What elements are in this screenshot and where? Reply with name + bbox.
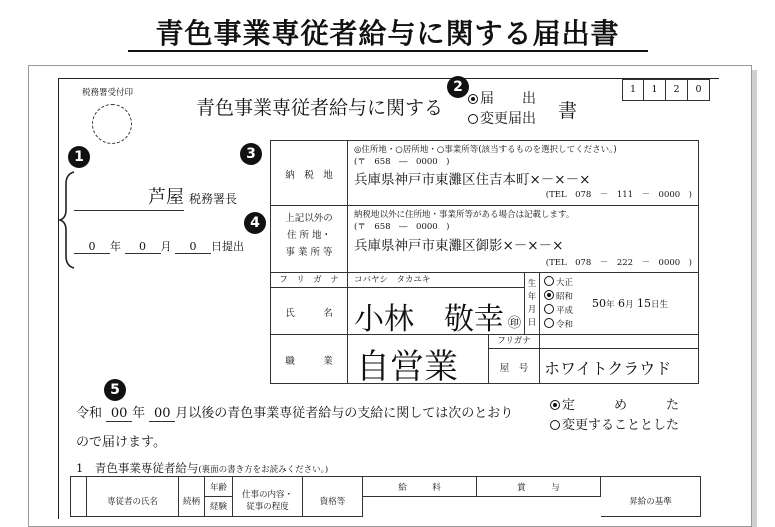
shop-label: 屋 号 <box>499 363 529 374</box>
era-taisho[interactable]: 大正 <box>544 276 573 290</box>
birth-year[interactable]: 50 <box>592 297 606 310</box>
header-qualification: 資格等 <box>303 477 363 517</box>
option-notification-label: 届 出 <box>480 91 536 107</box>
birth-label: 生 年 月 日 <box>524 272 540 335</box>
occupation-cell <box>347 334 489 387</box>
occupation-value[interactable]: 自営業 <box>356 347 458 387</box>
era-options <box>544 276 573 332</box>
header-rowno <box>71 477 87 517</box>
furigana-value[interactable]: コバヤシ タカユキ <box>347 272 525 288</box>
header-relation: 続柄 <box>179 477 205 517</box>
form-title-suffix: 書 <box>558 100 578 122</box>
radio-notification[interactable] <box>468 94 478 104</box>
radio-change[interactable] <box>468 114 478 124</box>
form-code-digit: 2 <box>666 79 688 101</box>
address-options: ◎住所地・○居所地・○事業所等(該当するものを選択してください。) <box>354 145 617 155</box>
decision-option-changed[interactable] <box>550 414 679 433</box>
shop-label-cell <box>488 348 540 384</box>
bullet-4: 4 <box>244 212 266 234</box>
era-prefix: 令和 <box>76 406 103 421</box>
occupation-label-cell <box>270 334 348 384</box>
decision-option-defined[interactable] <box>550 394 679 413</box>
furigana-label: フ リ ガ ナ <box>270 272 348 288</box>
statement-text: 月以後の青色事業専従者給与の支給に関しては次のとおり <box>175 406 514 421</box>
section-1-note: (裏面の書き方をお読みください。) <box>198 465 329 475</box>
other-address-label-cell <box>270 205 348 273</box>
shop-value[interactable]: ホワイトクラウド <box>544 359 672 378</box>
header-raise-basis: 昇給の基準 <box>601 477 701 517</box>
other-address-value[interactable]: 兵庫県神戸市東灘区御影×－×－× <box>354 238 564 254</box>
tax-office-suffix: 税務署長 <box>189 192 238 206</box>
header-age: 年齢 <box>205 477 233 497</box>
form-title: 青色事業専従者給与に関する <box>196 97 444 119</box>
form-code-digit: 0 <box>688 79 710 101</box>
decision-changed-label: 変更することとした <box>562 418 680 433</box>
other-address-label-3: 事 業 所 等 <box>285 247 333 258</box>
decision-defined-label: 定 め た <box>562 398 680 413</box>
header-experience: 経験 <box>205 496 233 517</box>
statement-end: ので届けます。 <box>76 435 166 450</box>
submit-day[interactable]: 0 <box>175 240 211 254</box>
name-label-cell <box>270 287 348 335</box>
section-1-title <box>76 460 328 476</box>
radio-defined[interactable] <box>550 400 560 410</box>
page-heading: 青色事業専従者給与に関する届出書 <box>155 17 620 50</box>
title-option-change[interactable] <box>468 108 536 128</box>
bullet-3: 3 <box>240 143 262 165</box>
title-option-notification[interactable] <box>468 88 536 108</box>
submission-date: 0 年 0 月 0 日提出 <box>74 238 244 254</box>
submit-month[interactable]: 0 <box>125 240 161 254</box>
statement-line: 令和 00 年 00 月以後の青色事業専従者給与の支給に関しては次のとおり <box>76 406 514 421</box>
from-year[interactable]: 00 <box>106 406 132 422</box>
address-tel[interactable]: (TEL 078 － 111 － 0000 ) <box>545 190 692 200</box>
occupation-label: 職 業 <box>285 356 333 367</box>
other-address-cell <box>347 205 699 273</box>
stamp-label: 税務署受付印 <box>82 88 134 98</box>
era-showa[interactable]: 昭和 <box>544 290 573 304</box>
era-heisei[interactable]: 平成 <box>544 304 573 318</box>
bullet-1: 1 <box>68 146 90 168</box>
address-label: 納 税 地 <box>285 170 333 181</box>
header-name: 専従者の氏名 <box>87 477 179 517</box>
form-code-digit: 1 <box>622 79 644 101</box>
shop-furigana-cell[interactable] <box>539 334 699 349</box>
name-value[interactable]: 小林 敬幸 <box>354 302 504 337</box>
header-bonus: 賞 与 <box>477 477 601 497</box>
bullet-2: 2 <box>447 76 469 98</box>
name-cell <box>347 287 525 335</box>
tax-office-name[interactable]: 芦屋 <box>74 183 184 211</box>
bullet-5: 5 <box>104 379 126 401</box>
section-1-label: 1 青色事業専従者給与 <box>76 461 199 475</box>
birth-day[interactable]: 15 <box>637 297 652 310</box>
name-label: 氏 名 <box>285 308 333 319</box>
era-reiwa[interactable]: 令和 <box>544 318 573 332</box>
address-postal[interactable]: (〒 658 ― 0000 ) <box>354 157 450 167</box>
other-address-label-2: 住 所 地・ <box>286 230 332 241</box>
address-cell <box>347 140 699 206</box>
option-change-label: 変更届出 <box>480 111 536 127</box>
seal-mark: ㊞ <box>508 316 522 331</box>
submit-year[interactable]: 0 <box>74 240 110 254</box>
header-work: 仕事の内容・ 従事の程度 <box>233 477 303 517</box>
birth-cell <box>539 272 699 335</box>
address-label-cell <box>270 140 348 206</box>
from-month[interactable]: 00 <box>149 406 175 422</box>
address-value[interactable]: 兵庫県神戸市東灘区住吉本町×－×－× <box>354 172 591 188</box>
form-code <box>622 79 710 101</box>
other-address-note: 納税地以外に住所地・事業所等がある場合は記載します。 <box>354 210 575 220</box>
heading-underline <box>128 50 648 52</box>
radio-changed[interactable] <box>550 420 560 430</box>
shop-cell <box>539 348 699 384</box>
other-address-postal[interactable]: (〒 658 ― 0000 ) <box>354 222 450 232</box>
shop-furigana-label: フリガナ <box>488 334 540 349</box>
other-address-tel[interactable]: (TEL 078 － 222 － 0000 ) <box>545 258 692 268</box>
other-address-label-1: 上記以外の <box>285 213 333 224</box>
birth-month[interactable]: 6 <box>618 297 626 310</box>
form-code-digit: 1 <box>644 79 666 101</box>
header-salary: 給 料 <box>363 477 477 497</box>
birth-date: 50年 6月 15日生 <box>592 297 669 310</box>
stamp-circle <box>92 104 132 144</box>
salary-table-header <box>70 476 701 517</box>
